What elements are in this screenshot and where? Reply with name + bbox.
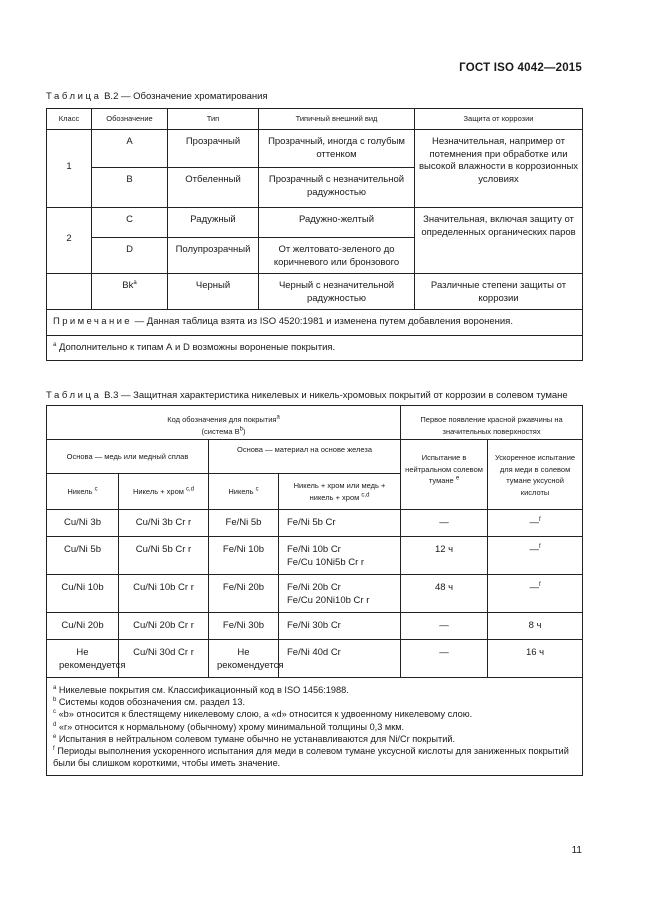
- corrosion-protection-table: [46, 405, 583, 776]
- table-row: [47, 613, 583, 640]
- fe-cr-cell: Fe/Ni 5b Cr: [279, 510, 401, 537]
- cu-ni-cr-cell: Cu/Ni 3b Cr r: [119, 510, 209, 537]
- header-code: Код обозначения для покрытия$^a$ (система $B^b$): [47, 406, 401, 440]
- col-header-nickel: Никель $^c$: [47, 474, 119, 510]
- fe-ni-cell: Fe/Ni 10b: [209, 537, 279, 575]
- appearance-cell: От желтовато-зеленого до коричневого или бронзового: [259, 238, 415, 274]
- footnote: $^d$ «r» относится к нормальному (обычному) хрому минимальной толщины 0,3 мкм.: [53, 721, 405, 732]
- fe-ni-cell: Fe/Ni 30b: [209, 613, 279, 640]
- fe-ni-cell: Fe/Ni 5b: [209, 510, 279, 537]
- table-footnotes: [47, 678, 583, 776]
- col-header-nickel-iron: Никель $^c$: [209, 474, 279, 510]
- footnote-row: [47, 335, 583, 361]
- table2-caption: Таблица В.3 — Защитная характеристика никелевых и никель-хромовых покрытий от коррозии в солевом тумане: [46, 390, 568, 401]
- appearance-cell: Прозрачный с незначительной радужностью: [259, 168, 415, 208]
- header-red-rust: Первое появление красной ржавчины на значительных поверхностях: [401, 406, 583, 440]
- footnote: $^b$ Системы кодов обозначения см. раздел 13.: [53, 697, 246, 708]
- protection-cell: Различные степени защиты от коррозии: [415, 274, 583, 310]
- note-row: [47, 310, 583, 336]
- footnote-mark: a: [133, 279, 137, 286]
- chromate-designation-table: [46, 108, 583, 361]
- fe-cr-cell: Fe/Ni 20b Cr Fe/Cu 20Ni10b Cr r: [279, 575, 401, 613]
- col-header-class: Класс: [47, 109, 92, 130]
- type-cell: Полупрозрачный: [168, 238, 259, 274]
- header-accelerated-test: Ускоренное испытание для меди в солевом тумане уксусной кислоты: [488, 440, 583, 510]
- cu-ni-cell: Cu/Ni 10b: [47, 575, 119, 613]
- accel-cell: 16 ч: [488, 640, 583, 678]
- class-cell: 1: [47, 130, 92, 208]
- appearance-cell: Черный с незначительной радужностью: [259, 274, 415, 310]
- cu-ni-cell: Не рекомендуется: [47, 640, 119, 678]
- footnote: $^a$ Никелевые покрытия см. Классификационный код в ISO 1456:1988.: [53, 684, 349, 695]
- col-header-nickel-chrome: Никель + хром $^{c,d}$: [119, 474, 209, 510]
- col-header-designation: Обозначение: [92, 109, 168, 130]
- fe-ni-cell: Не рекомендуется: [209, 640, 279, 678]
- protection-cell: Значительная, включая защиту от определенных органических паров: [415, 208, 583, 274]
- document-header: ГОСТ ISO 4042—2015: [459, 62, 582, 74]
- table-footnote: $^a$ Дополнительно к типам А и D возможны вороненые покрытия.: [47, 335, 583, 361]
- table-row: [47, 208, 583, 238]
- neutral-cell: —: [401, 640, 488, 678]
- designation-cell: A: [92, 130, 168, 168]
- table-row: [47, 640, 583, 678]
- header-neutral-test: Испытание в нейтральном солевом тумане $^e$: [401, 440, 488, 510]
- cu-ni-cr-cell: Cu/Ni 5b Cr r: [119, 537, 209, 575]
- cu-ni-cell: Cu/Ni 3b: [47, 510, 119, 537]
- type-cell: Радужный: [168, 208, 259, 238]
- neutral-cell: —: [401, 613, 488, 640]
- header-iron-base: Основа — материал на основе железа: [209, 440, 401, 474]
- designation-cell: C: [92, 208, 168, 238]
- type-cell: Черный: [168, 274, 259, 310]
- table-row: [47, 575, 583, 613]
- protection-cell: Незначительная, например от потемнения при обработке или высокой влажности в коррозионных условиях: [415, 130, 583, 208]
- footnotes-row: [47, 678, 583, 776]
- col-header-protection: Защита от коррозии: [415, 109, 583, 130]
- accel-cell: —$^f$: [488, 575, 583, 613]
- footnote: $^e$ Испытания в нейтральном солевом тумане обычно не устанавливаются для Ni/Cr покрытий.: [53, 733, 456, 744]
- cu-ni-cell: Cu/Ni 5b: [47, 537, 119, 575]
- table-header-row: [47, 406, 583, 440]
- designation-cell: D: [92, 238, 168, 274]
- table-header-row: [47, 109, 583, 130]
- neutral-cell: 48 ч: [401, 575, 488, 613]
- col-header-nickel-chrome-copper: Никель + хром или медь + никель + хром $^{c,d}$: [279, 474, 401, 510]
- cu-ni-cr-cell: Cu/Ni 10b Cr r: [119, 575, 209, 613]
- accel-cell: —$^f$: [488, 537, 583, 575]
- table-note: Примечание — Данная таблица взята из ISO 4520:1981 и изменена путем добавления воронения.: [47, 310, 583, 336]
- cu-ni-cr-cell: Cu/Ni 30d Cr r: [119, 640, 209, 678]
- col-header-type: Тип: [168, 109, 259, 130]
- class-cell-empty: [47, 274, 92, 310]
- cu-ni-cell: Cu/Ni 20b: [47, 613, 119, 640]
- type-cell: Прозрачный: [168, 130, 259, 168]
- accel-cell: 8 ч: [488, 613, 583, 640]
- designation-cell: Bk$^a$: [92, 274, 168, 310]
- designation-cell: B: [92, 168, 168, 208]
- table-row: [47, 537, 583, 575]
- header-copper-base: Основа — медь или медный сплав: [47, 440, 209, 474]
- page-number: 11: [571, 845, 582, 856]
- footnote: $^f$ Периоды выполнения ускоренного испытания для меди в солевом тумане уксусной кислоты для заниженных покрытий были бы слишком короткими, чтобы иметь значение.: [53, 745, 569, 769]
- col-header-appearance: Типичный внешний вид: [259, 109, 415, 130]
- class-cell: 2: [47, 208, 92, 274]
- cu-ni-cr-cell: Cu/Ni 20b Cr r: [119, 613, 209, 640]
- type-cell: Отбеленный: [168, 168, 259, 208]
- table-row: [47, 274, 583, 310]
- fe-ni-cell: Fe/Ni 20b: [209, 575, 279, 613]
- fe-cr-cell: Fe/Ni 10b Cr Fe/Cu 10Ni5b Cr r: [279, 537, 401, 575]
- table1-caption: Таблица В.2 — Обозначение хроматирования: [46, 91, 268, 102]
- appearance-cell: Прозрачный, иногда с голубым оттенком: [259, 130, 415, 168]
- fe-cr-cell: Fe/Ni 30b Cr: [279, 613, 401, 640]
- appearance-cell: Радужно-желтый: [259, 208, 415, 238]
- fe-cr-cell: Fe/Ni 40d Cr: [279, 640, 401, 678]
- table-row: [47, 130, 583, 168]
- table-header-row: [47, 440, 583, 474]
- neutral-cell: —: [401, 510, 488, 537]
- accel-cell: —$^f$: [488, 510, 583, 537]
- table-row: [47, 510, 583, 537]
- neutral-cell: 12 ч: [401, 537, 488, 575]
- footnote: $^c$ «b» относится к блестящему никелевому слою, а «d» относится к удвоенному никелевому слою.: [53, 709, 473, 720]
